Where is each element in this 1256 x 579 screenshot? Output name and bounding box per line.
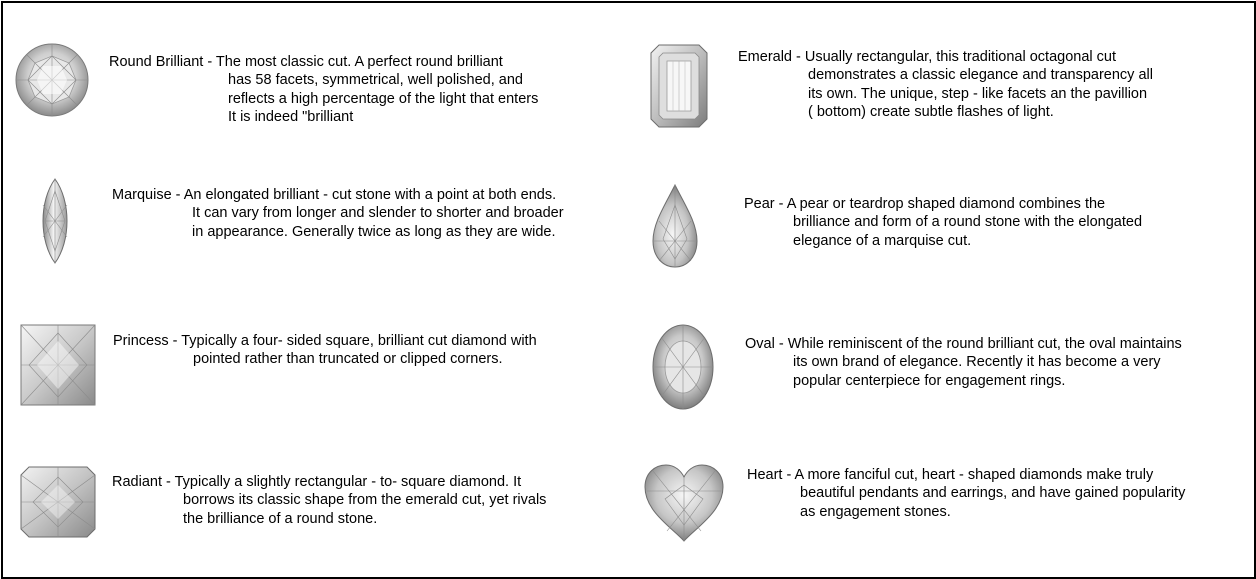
pear-description xyxy=(744,195,1142,250)
description-line: Oval - While reminiscent of the round brilliant cut, the oval maintains xyxy=(745,336,1182,352)
description-line: Pear - A pear or teardrop shaped diamond combines the xyxy=(744,196,1106,212)
description-line: its own brand of elegance. Recently it has become a very xyxy=(793,354,1161,371)
description-line: demonstrates a classic elegance and transparency all xyxy=(808,67,1153,84)
description-line: It is indeed "brilliant xyxy=(228,108,354,125)
oval-diamond-icon xyxy=(651,323,715,411)
round-brilliant-description xyxy=(109,53,538,126)
description-line: Round Brilliant - The most classic cut. A perfect round brilliant xyxy=(109,54,503,70)
description-line: the brilliance of a round stone. xyxy=(183,510,378,527)
radiant-description xyxy=(112,473,546,528)
description-line: Heart - A more fanciful cut, heart - shaped diamonds make truly xyxy=(747,467,1154,483)
princess-description xyxy=(113,332,537,369)
heart-description xyxy=(747,466,1185,521)
description-line: brilliance and form of a round stone with the elongated xyxy=(793,214,1143,231)
princess-diamond-icon xyxy=(19,323,97,407)
description-line: elegance of a marquise cut. xyxy=(793,232,972,249)
description-line: borrows its classic shape from the emerald cut, yet rivals xyxy=(183,492,547,509)
heart-diamond-icon xyxy=(641,461,727,545)
description-line: Radiant - Typically a slightly rectangular - to- square diamond. It xyxy=(112,474,522,490)
description-line: has 58 facets, symmetrical, well polished, and xyxy=(228,72,523,89)
pear-diamond-icon xyxy=(651,183,699,269)
description-line: It can vary from longer and slender to shorter and broader xyxy=(192,205,564,222)
description-line: popular centerpiece for engagement rings. xyxy=(793,372,1066,389)
emerald-cut-diamond-icon xyxy=(649,43,709,129)
marquise-diamond-icon xyxy=(35,177,75,265)
marquise-description xyxy=(112,186,564,241)
description-line: Marquise - An elongated brilliant - cut stone with a point at both ends. xyxy=(112,187,557,203)
description-line: its own. The unique, step - like facets an the pavillion xyxy=(808,85,1148,102)
description-line: reflects a high percentage of the light that enters xyxy=(228,90,539,107)
radiant-diamond-icon xyxy=(19,465,97,539)
description-line: ( bottom) create subtle flashes of light. xyxy=(808,103,1054,120)
description-line: Princess - Typically a four- sided square, brilliant cut diamond with xyxy=(113,333,537,349)
oval-description xyxy=(745,335,1182,390)
description-line: as engagement stones. xyxy=(800,503,951,520)
emerald-description xyxy=(738,48,1153,121)
description-line: Emerald - Usually rectangular, this traditional octagonal cut xyxy=(738,49,1116,65)
round-brilliant-diamond-icon xyxy=(13,41,91,119)
description-line: beautiful pendants and earrings, and have gained popularity xyxy=(800,485,1186,502)
description-line: in appearance. Generally twice as long as they are wide. xyxy=(192,223,556,240)
description-line: pointed rather than truncated or clipped corners. xyxy=(193,351,503,368)
diamond-cuts-chart xyxy=(1,1,1256,579)
